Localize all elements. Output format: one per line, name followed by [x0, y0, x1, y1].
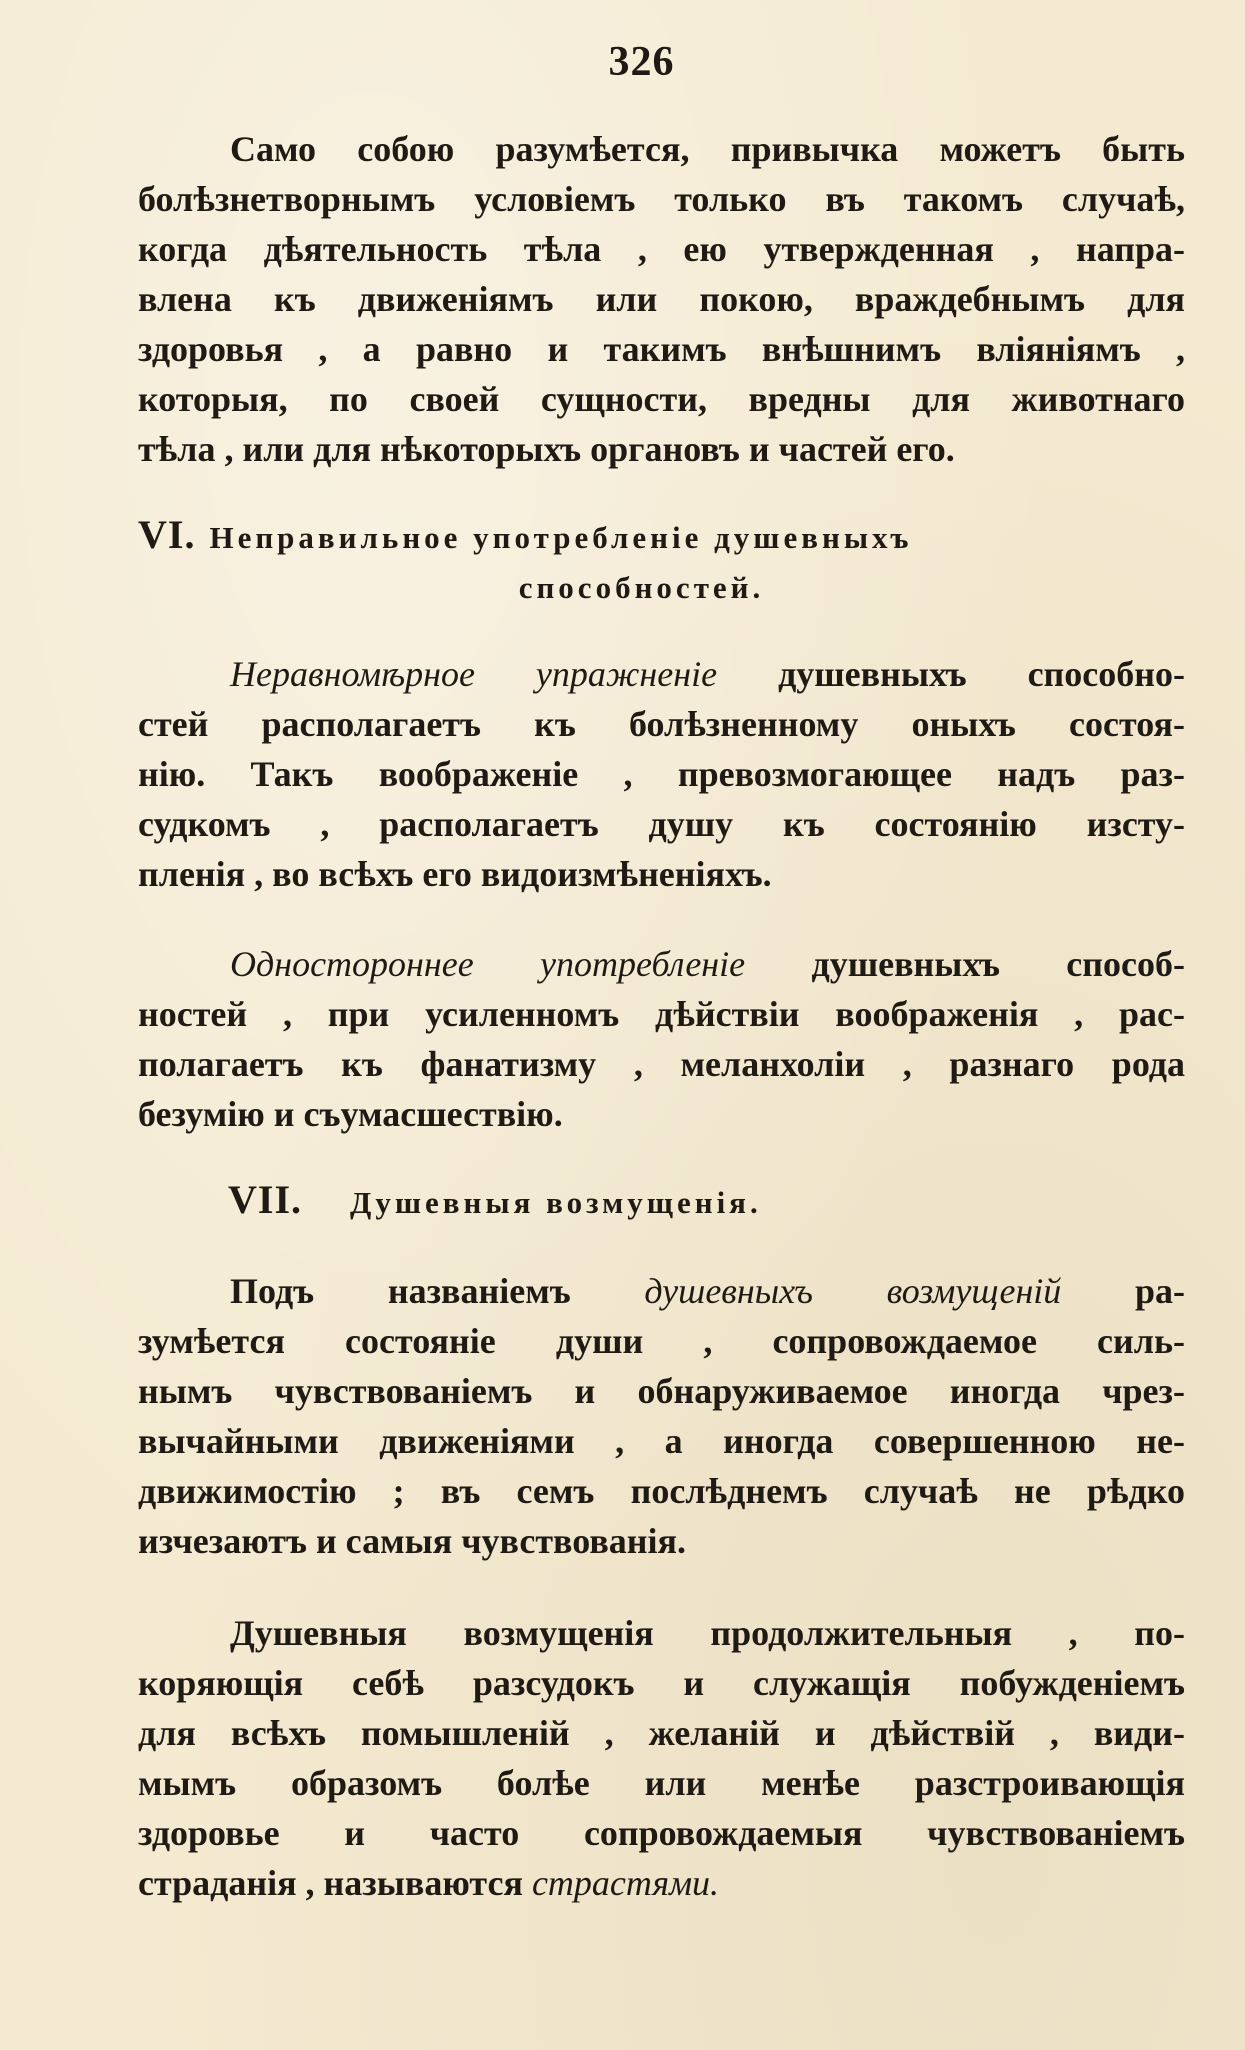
text-line: Душевныя возмущенія продолжительныя , по- [230, 1613, 1185, 1653]
paragraph-passions [138, 1608, 1185, 1908]
text-line: безумію и съумасшествію. [138, 1094, 563, 1134]
text-line: нію. Такъ воображеніе , превозмогающее надъ раз- [138, 754, 1185, 794]
text-line: влена къ движеніямъ или покою, враждебнымъ для [138, 279, 1185, 319]
section-numeral: VI. [138, 512, 196, 557]
paragraph-mental-disturbances [138, 1266, 1185, 1566]
text-line: коряющія себѣ разсудокъ и служащія побужденіемъ [138, 1663, 1185, 1703]
text-line: когда дѣятельность тѣла , ею утвержденная , напра- [138, 229, 1185, 269]
text-line: здоровье и часто сопровождаемыя чувствованіемъ [138, 1813, 1185, 1853]
text-line [138, 939, 1185, 989]
text-line: которыя, по своей сущности, вредны для животнаго [138, 379, 1185, 419]
text-line: Само собою разумѣется, привычка можетъ быть [230, 129, 1185, 169]
text-line: зумѣется состояніе души , сопровождаемое силь- [138, 1321, 1185, 1361]
page-number: 326 [608, 39, 675, 85]
text-line: судкомъ , располагаетъ душу къ состоянію изсту- [138, 804, 1185, 844]
text-line: здоровья , а равно и такимъ внѣшнимъ вліяніямъ , [138, 329, 1185, 369]
heading-line: способностей. [518, 570, 765, 605]
emphasized-term: Неравномѣрное упражненіе [230, 654, 718, 694]
text-line: для всѣхъ помышленій , желаній и дѣйствій , види- [138, 1713, 1185, 1753]
text-line: болѣзнетворнымъ условіемъ только въ такомъ случаѣ, [138, 179, 1185, 219]
section-numeral: VII. [228, 1177, 303, 1222]
text-line: тѣла , или для нѣкоторыхъ органовъ и частей его. [138, 429, 955, 469]
text-line: стей располагаетъ къ болѣзненному оныхъ состоя- [138, 704, 1185, 744]
paragraph-one-sided-use [138, 939, 1185, 1139]
heading-line [138, 510, 1185, 563]
emphasized-term: душевныхъ возмущеній [644, 1271, 1062, 1311]
heading-line [228, 1175, 1185, 1228]
text-span: Подъ названіемъ [230, 1271, 645, 1311]
emphasized-term: Одностороннее употребленіе [230, 944, 746, 984]
text-span: страданія , называются [138, 1863, 532, 1903]
text-span: душевныхъ способ- [745, 944, 1185, 984]
text-line: движимостію ; въ семъ послѣднемъ случаѣ не рѣдко [138, 1471, 1185, 1511]
text-line [138, 1266, 1185, 1316]
text-line: полагаетъ къ фанатизму , меланхоліи , разнаго рода [138, 1044, 1185, 1084]
paragraph-habit [138, 124, 1185, 474]
text-line: пленія , во всѣхъ его видоизмѣненіяхъ. [138, 854, 772, 894]
text-line [138, 1858, 1185, 1908]
section-heading-vi [138, 510, 1185, 613]
text-span: ра- [1061, 1271, 1186, 1311]
section-title: Душевныя возмущенія. [350, 1185, 762, 1220]
text-line: вычайными движеніями , а иногда совершенною не- [138, 1421, 1185, 1461]
text-line [138, 649, 1185, 699]
text-span: душевныхъ способно- [717, 654, 1186, 694]
paragraph-uneven-exercise [138, 649, 1185, 899]
section-title: Неправильное употребленіе душевныхъ [209, 520, 913, 555]
text-line: мымъ образомъ болѣе или менѣе разстроивающія [138, 1763, 1185, 1803]
text-line: ностей , при усиленномъ дѣйствіи воображенія , рас- [138, 994, 1185, 1034]
emphasized-term: страстями. [531, 1863, 720, 1903]
text-line: нымъ чувствованіемъ и обнаруживаемое иногда чрез- [138, 1371, 1185, 1411]
text-line: изчезаютъ и самыя чувствованія. [138, 1521, 687, 1561]
section-heading-vii [228, 1175, 1185, 1228]
